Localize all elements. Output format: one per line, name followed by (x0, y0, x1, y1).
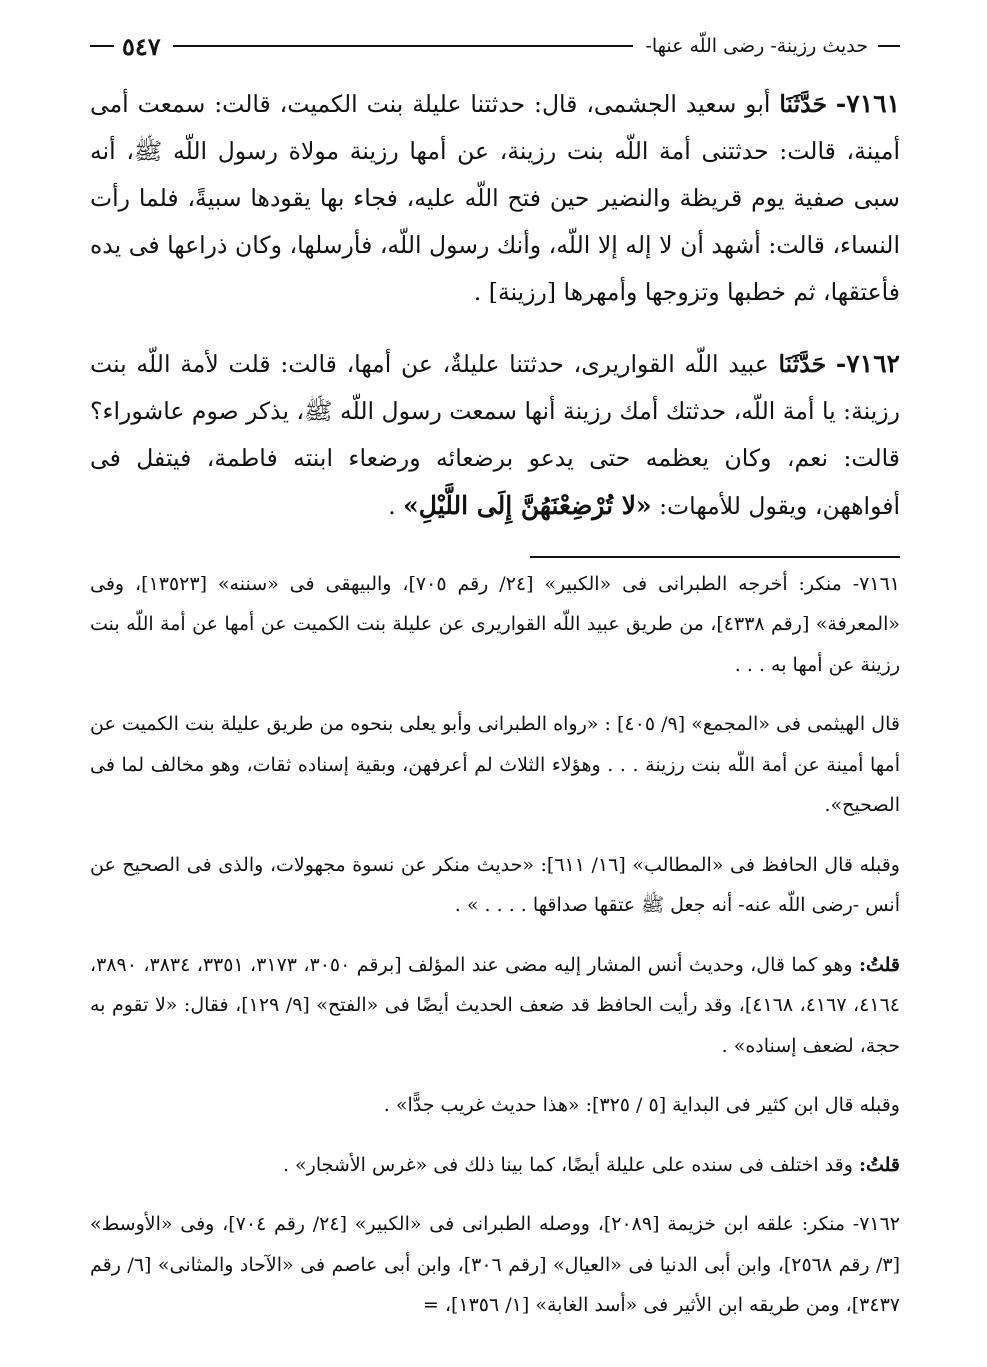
header-rule (173, 45, 634, 47)
footnote (90, 1204, 900, 1326)
page-number: ٥٤٧ (122, 31, 161, 61)
footnote-text: وقد اختلف فى سنده على عليلة أيضًا، كما بينا ذلك فى «غرس الأشجار» . (282, 1153, 853, 1176)
hadith-tail: . (388, 491, 396, 520)
hadith-number: ٧١٦٢- (835, 348, 900, 378)
hadith-7162 (90, 340, 900, 530)
footnote-text: ٧١٦١- منكر: أخرجه الطبرانى فى «الكبير» [٢٤/ رقم ٧٠٥]، والبيهقى فى «سننه» [١٣٥٢٣]، وفى «المعرفة» [رقم ٤٣٣٨]، من طريق عبيد اللّه القواريرى عن عليلة بنت الكميت عن أمها عن أمة اللّه بنت رزينة عن أمها به . . . (90, 572, 900, 676)
hadith-number: ٧١٦١- (835, 89, 900, 118)
footnote (90, 704, 900, 826)
prophetic-quote: «لا تُرْضِعْنَهُنَّ إِلَى اللَّيْلِ» (403, 490, 652, 520)
footnote-lead: قلتُ: (858, 953, 900, 976)
hadith-text: عبيد اللّه القواريرى، حدثتنا عليلةٌ، عن أمها، قالت: قلت لأمة اللّه بنت رزينة: يا أمة اللّه، حدثتك أمك رزينة أنها سمعت رسول اللّه ﷺ، يذكر صوم عاشوراء؟ قالت: نعم، وكان يعظمه حتى يدعو برضعائه ورضعاء ابنته فاطمة، فيتفل فى أفواههن، ويقول للأمهات: (90, 349, 900, 520)
hadith-7161 (90, 80, 900, 316)
hadith-lead-word: حَدَّثَنَا (778, 349, 827, 378)
hadith-lead-word: حَدَّثَنَا (779, 90, 827, 118)
running-title: حديث رزينة- رضى اللّه عنها- (645, 35, 868, 57)
hadith-text: أبو سعيد الجشمى، قال: حدثتنا عليلة بنت الكميت، قالت: سمعت أمى أمينة، قالت: حدثتنى أمة اللّه بنت رزينة، عن أمها رزينة مولاة رسول اللّه ﷺ، أنه سبى صفية يوم قريظة والنضير حين فتح اللّه عليه، فجاء بها يقودها سبيةً، فلما رأت النساء، قالت: أشهد أن لا إله إلا اللّه، وأنك رسول اللّه، فأرسلها، وكان ذراعها فى يده فأعتقها، ثم خطبها وتزوجها وأمهرها [رزينة] . (90, 90, 900, 306)
footnotes (90, 564, 900, 1326)
footnote-lead: قلتُ: (858, 1153, 900, 1176)
page-header (90, 28, 900, 64)
header-rule-end (90, 45, 114, 47)
footnote-separator (530, 556, 900, 558)
footnote (90, 1085, 900, 1126)
book-page (90, 28, 900, 1348)
footnote (90, 845, 900, 926)
footnote (90, 945, 900, 1067)
footnote-text: قال الهيثمى فى «المجمع» [٩/ ٤٠٥] : «رواه الطبرانى وأبو يعلى بنحوه من طريق عليلة بنت الكميت عن أمها أمينة عن أمة اللّه بنت رزينة . . . وهؤلاء الثلاث لم أعرفهن، وبقية إسناده ثقات، وهو مخالف لما فى الصحيح». (90, 713, 900, 816)
footnote-text: وقبله قال الحافظ فى «المطالب» [١٦/ ٦١١]: «حديث منكر عن نسوة مجهولات، والذى فى الصحيح عن أنس -رضى اللّه عنه- أنه جعل ﷺ عتقها صداقها . . . . » . (90, 853, 900, 916)
header-rule-start (878, 45, 900, 47)
footnote (90, 564, 900, 686)
footnote-text: ٧١٦٢- منكر: علقه ابن خزيمة [٢٠٨٩]، ووصله الطبرانى فى «الكبير» [٢٤/ رقم ٧٠٤]، وفى «الأوسط» [٣/ رقم ٢٥٦٨]، وابن أبى الدنيا فى «العيال» [رقم ٣٠٦]، وابن أبى عاصم فى «الآحاد والمثانى» [٦/ رقم ٣٤٣٧]، ومن طريقه ابن الأثير فى «أسد الغابة» [١/ ١٣٥٦]، = (90, 1213, 901, 1316)
footnote-text: وقبله قال ابن كثير فى البداية [٥ / ٣٢٥]: «هذا حديث غريب جدًّا» . (383, 1094, 900, 1116)
footnote (90, 1145, 900, 1186)
footnote-text: وهو كما قال، وحديث أنس المشار إليه مضى عند المؤلف [برقم ٣٠٥٠، ٣١٧٣، ٣٣٥١، ٣٨٣٤، ٣٨٩٠، ٤١٦٤، ٤١٦٧، ٤١٦٨]، وقد رأيت الحافظ قد ضعف الحديث أيضًا فى «الفتح» [٩/ ١٢٩]، فقال: «لا تقوم به حجة، لضعف إسناده» . (90, 953, 900, 1057)
